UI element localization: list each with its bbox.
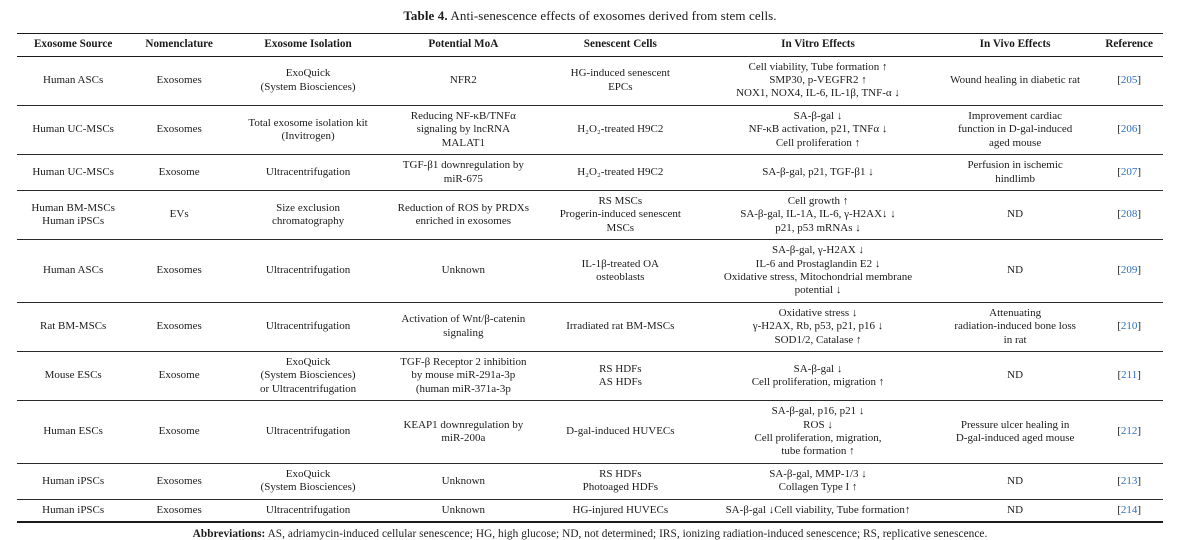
reference-link[interactable]: 214 bbox=[1120, 503, 1138, 516]
table-row bbox=[17, 302, 1163, 351]
cell-line: SA-β-gal, IL-1A, IL-6, γ-H2AX↓ ↓ bbox=[740, 208, 896, 221]
cell-exosome-source bbox=[17, 401, 129, 464]
cell-exosome-isolation bbox=[229, 463, 387, 499]
cell-exosome-source bbox=[17, 499, 129, 522]
table-row bbox=[17, 401, 1163, 464]
cell-line: Ultracentrifugation bbox=[265, 425, 351, 438]
cell-line: H₂O₂-treated H9C2 bbox=[577, 123, 664, 136]
cell-line: Exosomes bbox=[156, 503, 202, 516]
cell-line: ND bbox=[1007, 369, 1024, 382]
cell-senescent-cells bbox=[540, 463, 702, 499]
reference-link[interactable]: 213 bbox=[1120, 474, 1138, 487]
table-row bbox=[17, 463, 1163, 499]
cell-potential-moa bbox=[387, 240, 539, 303]
cell-potential-moa bbox=[387, 463, 539, 499]
cell-line: in rat bbox=[1003, 333, 1027, 346]
cell-line: SA-β-gal ↓ bbox=[793, 362, 843, 375]
cell-line: Exosome bbox=[158, 165, 200, 178]
cell-potential-moa bbox=[387, 499, 539, 522]
cell-line: (System Biosciences) bbox=[260, 80, 356, 93]
cell-exosome-source bbox=[17, 56, 129, 105]
column-header-reference: Reference bbox=[1095, 34, 1163, 57]
cell-line: Progerin-induced senescent bbox=[559, 208, 681, 221]
cell-in-vivo-effects bbox=[935, 401, 1095, 464]
cell-line: TGF-β1 downregulation by bbox=[402, 159, 524, 172]
cell-line: Exosomes bbox=[156, 123, 202, 136]
cell-line: miR-200a bbox=[441, 432, 486, 444]
reference-link[interactable]: 208 bbox=[1120, 208, 1138, 221]
cell-line: ND bbox=[1007, 208, 1024, 221]
cell-line: Ultracentrifugation bbox=[265, 503, 351, 516]
cell-line: ROS ↓ bbox=[803, 418, 833, 431]
cell-senescent-cells bbox=[540, 56, 702, 105]
cell-in-vivo-effects bbox=[935, 155, 1095, 191]
cell-line: KEAP1 downregulation by bbox=[403, 418, 524, 431]
cell-line: Ultracentrifugation bbox=[265, 264, 351, 277]
cell-in-vivo-effects bbox=[935, 190, 1095, 239]
cell-line: Rat BM-MSCs bbox=[39, 320, 107, 333]
table-caption bbox=[12, 8, 1168, 24]
cell-nomenclature bbox=[129, 499, 229, 522]
cell-nomenclature bbox=[129, 351, 229, 400]
cell-line: radiation-induced bone loss bbox=[954, 320, 1076, 333]
cell-exosome-source bbox=[17, 240, 129, 303]
cell-line: Human iPSCs bbox=[42, 503, 105, 516]
cell-senescent-cells bbox=[540, 351, 702, 400]
cell-line: Cell viability, Tube formation ↑ bbox=[748, 60, 888, 73]
cell-line: Attenuating bbox=[989, 306, 1042, 319]
cell-line: RS MSCs bbox=[598, 194, 643, 207]
cell-line: Human ASCs bbox=[43, 264, 104, 277]
reference-link[interactable]: 207 bbox=[1120, 165, 1138, 178]
reference-link[interactable]: 211 bbox=[1121, 369, 1138, 382]
cell-exosome-source bbox=[17, 302, 129, 351]
cell-line: ND bbox=[1007, 503, 1024, 516]
table-row bbox=[17, 155, 1163, 191]
cell-line: Oxidative stress ↓ bbox=[778, 306, 858, 319]
cell-potential-moa bbox=[387, 351, 539, 400]
cell-line: Exosome bbox=[158, 369, 200, 382]
cell-exosome-source bbox=[17, 190, 129, 239]
cell-line: or Ultracentrifugation bbox=[259, 382, 357, 395]
cell-line: (System Biosciences) bbox=[260, 481, 356, 494]
cell-line: Human UC-MSCs bbox=[32, 165, 114, 178]
cell-line: Wound healing in diabetic rat bbox=[950, 74, 1081, 87]
table-body bbox=[17, 56, 1163, 522]
cell-in-vivo-effects bbox=[935, 499, 1095, 522]
cell-nomenclature bbox=[129, 56, 229, 105]
cell-line: AS HDFs bbox=[598, 376, 642, 389]
cell-in-vitro-effects bbox=[701, 240, 935, 303]
cell-reference: [214] bbox=[1117, 503, 1142, 516]
cell-senescent-cells bbox=[540, 105, 702, 154]
cell-potential-moa bbox=[387, 302, 539, 351]
cell-line: Cell proliferation, migration, bbox=[754, 432, 882, 444]
cell-line: Exosomes bbox=[156, 264, 202, 277]
cell-line: Improvement cardiac bbox=[968, 109, 1062, 122]
cell-line: Reducing NF-κB/TNFα bbox=[410, 109, 516, 122]
cell-line: SA-β-gal, MMP-1/3 ↓ bbox=[769, 467, 867, 480]
cell-line: Size exclusion bbox=[276, 201, 340, 214]
cell-line: potential ↓ bbox=[794, 284, 842, 297]
cell-exosome-isolation bbox=[229, 155, 387, 191]
reference-link[interactable]: 212 bbox=[1120, 425, 1138, 438]
cell-in-vivo-effects bbox=[935, 302, 1095, 351]
cell-line: Activation of Wnt/β-catenin bbox=[401, 313, 526, 326]
abbreviations-text: AS, adriamycin-induced cellular senescence; HG, high glucose; ND, not determined; IRS, ionizing radiation-induced senescence; RS, replicative senescence. bbox=[265, 528, 988, 540]
cell-line: Human iPSCs bbox=[42, 474, 105, 487]
cell-line: enriched in exosomes bbox=[415, 215, 511, 228]
cell-exosome-source bbox=[17, 105, 129, 154]
cell-line: EPCs bbox=[608, 80, 633, 93]
cell-nomenclature bbox=[129, 155, 229, 191]
table-row bbox=[17, 56, 1163, 105]
cell-line: signaling by lncRNA bbox=[416, 123, 511, 136]
cell-line: miR-675 bbox=[443, 172, 483, 185]
cell-line: Ultracentrifugation bbox=[265, 165, 351, 178]
cell-line: IL-6 and Prostaglandin E2 ↓ bbox=[755, 257, 881, 270]
cell-line: (human miR-371a-3p bbox=[415, 382, 511, 395]
cell-nomenclature bbox=[129, 190, 229, 239]
column-header-exosome-source: Exosome Source bbox=[17, 34, 129, 57]
cell-reference: [206] bbox=[1095, 105, 1163, 154]
cell-in-vivo-effects bbox=[935, 56, 1095, 105]
cell-in-vitro-effects bbox=[701, 155, 935, 191]
column-header-potential-moa: Potential MoA bbox=[387, 34, 539, 57]
cell-senescent-cells bbox=[540, 190, 702, 239]
cell-line: RS HDFs bbox=[599, 362, 642, 375]
cell-line: HG-induced senescent bbox=[570, 67, 670, 80]
cell-senescent-cells bbox=[540, 155, 702, 191]
cell-line: by mouse miR-291a-3p bbox=[411, 369, 516, 382]
cell-line: chromatography bbox=[272, 215, 345, 228]
cell-nomenclature bbox=[129, 105, 229, 154]
cell-potential-moa bbox=[387, 56, 539, 105]
cell-line: signaling bbox=[443, 326, 484, 339]
cell-line: SOD1/2, Catalase ↑ bbox=[774, 333, 862, 346]
table-row bbox=[17, 105, 1163, 154]
cell-line: Oxidative stress, Mitochondrial membrane bbox=[723, 270, 913, 283]
cell-line: Reduction of ROS by PRDXs bbox=[397, 201, 530, 214]
cell-in-vitro-effects bbox=[701, 499, 935, 522]
cell-line: tube formation ↑ bbox=[781, 445, 855, 458]
cell-line: NOX1, NOX4, IL-6, IL-1β, TNF-α ↓ bbox=[736, 87, 900, 100]
cell-line: ExoQuick bbox=[285, 67, 331, 80]
table-row bbox=[17, 499, 1163, 522]
cell-nomenclature bbox=[129, 463, 229, 499]
cell-line: Human ASCs bbox=[43, 74, 104, 87]
cell-line: HG-injured HUVECs bbox=[572, 503, 669, 516]
cell-line: SA-β-gal, γ-H2AX ↓ bbox=[771, 244, 865, 257]
cell-exosome-isolation bbox=[229, 240, 387, 303]
cell-line: H₂O₂-treated H9C2 bbox=[577, 165, 664, 178]
cell-line: Perfusion in ischemic bbox=[967, 159, 1063, 172]
cell-in-vitro-effects bbox=[701, 105, 935, 154]
cell-in-vivo-effects bbox=[935, 351, 1095, 400]
cell-exosome-isolation bbox=[229, 499, 387, 522]
cell-line: Unknown bbox=[441, 264, 486, 277]
table-caption-text: Anti-senescence effects of exosomes derived from stem cells. bbox=[447, 8, 777, 23]
cell-in-vitro-effects bbox=[701, 351, 935, 400]
cell-line: SA-β-gal ↓Cell viability, Tube formation↑ bbox=[725, 503, 911, 516]
cell-line: Human UC-MSCs bbox=[32, 123, 114, 136]
cell-line: Cell proliferation, migration ↑ bbox=[751, 376, 885, 389]
cell-potential-moa bbox=[387, 401, 539, 464]
cell-line: RS HDFs bbox=[599, 467, 642, 480]
cell-line: MALAT1 bbox=[441, 136, 486, 149]
cell-line: TGF-β Receptor 2 inhibition bbox=[400, 355, 527, 368]
cell-nomenclature bbox=[129, 302, 229, 351]
cell-line: ExoQuick bbox=[285, 355, 331, 368]
cell-senescent-cells bbox=[540, 401, 702, 464]
cell-line: Cell growth ↑ bbox=[787, 194, 849, 207]
cell-line: Cell proliferation ↑ bbox=[775, 136, 861, 149]
cell-in-vitro-effects bbox=[701, 56, 935, 105]
cell-line: γ-H2AX, Rb, p53, p21, p16 ↓ bbox=[752, 320, 884, 333]
table-header-row bbox=[17, 34, 1163, 57]
column-header-senescent-cells: Senescent Cells bbox=[540, 34, 702, 57]
cell-line: Ultracentrifugation bbox=[265, 320, 351, 333]
column-header-nomenclature: Nomenclature bbox=[129, 34, 229, 57]
cell-line: Exosomes bbox=[156, 320, 202, 333]
cell-line: Human BM-MSCs bbox=[31, 201, 115, 214]
cell-senescent-cells bbox=[540, 499, 702, 522]
cell-line: Irradiated rat BM-MSCs bbox=[566, 320, 675, 333]
cell-nomenclature bbox=[129, 240, 229, 303]
cell-line: function in D-gal-induced bbox=[957, 123, 1073, 136]
cell-line: Unknown bbox=[441, 503, 486, 516]
cell-exosome-isolation bbox=[229, 351, 387, 400]
table-caption-label: Table 4. bbox=[403, 8, 448, 23]
cell-line: ND bbox=[1007, 474, 1024, 487]
cell-reference: [211] bbox=[1095, 351, 1163, 400]
cell-line: p21, p53 mRNAs ↓ bbox=[775, 221, 861, 234]
abbreviations-label: Abbreviations: bbox=[192, 528, 266, 540]
cell-line: osteoblasts bbox=[596, 270, 645, 283]
cell-exosome-source bbox=[17, 463, 129, 499]
column-header-exosome-isolation: Exosome Isolation bbox=[229, 34, 387, 57]
cell-line: IL-1β-treated OA bbox=[581, 257, 659, 270]
cell-exosome-source bbox=[17, 351, 129, 400]
cell-line: D-gal-induced HUVECs bbox=[566, 425, 675, 438]
exosome-table bbox=[17, 33, 1163, 523]
cell-line: (System Biosciences) bbox=[260, 369, 356, 382]
cell-exosome-isolation bbox=[229, 190, 387, 239]
reference-link[interactable]: 206 bbox=[1120, 123, 1138, 136]
cell-line: Unknown bbox=[441, 474, 486, 487]
cell-exosome-isolation bbox=[229, 105, 387, 154]
column-header-in-vivo-effects: In Vivo Effects bbox=[935, 34, 1095, 57]
cell-line: MSCs bbox=[606, 221, 635, 234]
cell-line: Photoaged HDFs bbox=[582, 481, 659, 494]
cell-line: SMP30, p-VEGFR2 ↑ bbox=[769, 74, 867, 87]
abbreviations-note bbox=[12, 528, 1168, 540]
cell-reference: [213] bbox=[1095, 463, 1163, 499]
cell-potential-moa bbox=[387, 105, 539, 154]
cell-nomenclature bbox=[129, 401, 229, 464]
table-row bbox=[17, 190, 1163, 239]
table-header bbox=[17, 34, 1163, 57]
cell-line: Exosomes bbox=[156, 74, 202, 87]
cell-line: NF-κB activation, p21, TNFα ↓ bbox=[748, 123, 888, 136]
cell-potential-moa bbox=[387, 190, 539, 239]
cell-line: ND bbox=[1007, 264, 1024, 277]
cell-reference: [209] bbox=[1095, 240, 1163, 303]
table-row bbox=[17, 240, 1163, 303]
cell-line: SA-β-gal, p16, p21 ↓ bbox=[771, 405, 865, 418]
cell-in-vitro-effects bbox=[701, 190, 935, 239]
cell-reference: [210] bbox=[1095, 302, 1163, 351]
cell-senescent-cells bbox=[540, 240, 702, 303]
cell-potential-moa bbox=[387, 155, 539, 191]
cell-in-vitro-effects bbox=[701, 401, 935, 464]
cell-line: Exosomes bbox=[156, 474, 202, 487]
cell-reference: [208] bbox=[1095, 190, 1163, 239]
cell-in-vivo-effects bbox=[935, 105, 1095, 154]
reference-link[interactable]: 205 bbox=[1120, 74, 1138, 87]
cell-line: hindlimb bbox=[995, 172, 1035, 185]
cell-line: Collagen Type I ↑ bbox=[778, 481, 858, 494]
cell-reference: [205] bbox=[1095, 56, 1163, 105]
cell-exosome-isolation bbox=[229, 56, 387, 105]
cell-line: Pressure ulcer healing in bbox=[960, 418, 1070, 431]
reference-link[interactable]: 210 bbox=[1120, 320, 1138, 333]
cell-line: (Invitrogen) bbox=[281, 129, 335, 142]
cell-reference: [212] bbox=[1095, 401, 1163, 464]
cell-in-vivo-effects bbox=[935, 463, 1095, 499]
cell-line: SA-β-gal ↓ bbox=[793, 109, 843, 122]
cell-line: Total exosome isolation kit bbox=[248, 116, 368, 129]
reference-link[interactable]: 209 bbox=[1120, 264, 1138, 277]
cell-in-vitro-effects bbox=[701, 302, 935, 351]
cell-in-vitro-effects bbox=[701, 463, 935, 499]
column-header-in-vitro-effects: In Vitro Effects bbox=[701, 34, 935, 57]
cell-senescent-cells bbox=[540, 302, 702, 351]
cell-line: Mouse ESCs bbox=[44, 369, 102, 382]
cell-line: ExoQuick bbox=[285, 467, 331, 480]
cell-line: SA-β-gal, p21, TGF-β1 ↓ bbox=[762, 165, 874, 178]
cell-line: Human ESCs bbox=[43, 425, 103, 438]
cell-line: aged mouse bbox=[988, 136, 1042, 149]
cell-line: NFR2 bbox=[449, 74, 477, 87]
cell-exosome-isolation bbox=[229, 401, 387, 464]
cell-line: EVs bbox=[169, 208, 189, 221]
cell-reference: [207] bbox=[1095, 155, 1163, 191]
table-row bbox=[17, 351, 1163, 400]
cell-exosome-source bbox=[17, 155, 129, 191]
cell-line: D-gal-induced aged mouse bbox=[955, 432, 1075, 444]
cell-line: Human iPSCs bbox=[42, 215, 105, 228]
cell-exosome-isolation bbox=[229, 302, 387, 351]
cell-line: Exosome bbox=[158, 425, 200, 438]
cell-in-vivo-effects bbox=[935, 240, 1095, 303]
